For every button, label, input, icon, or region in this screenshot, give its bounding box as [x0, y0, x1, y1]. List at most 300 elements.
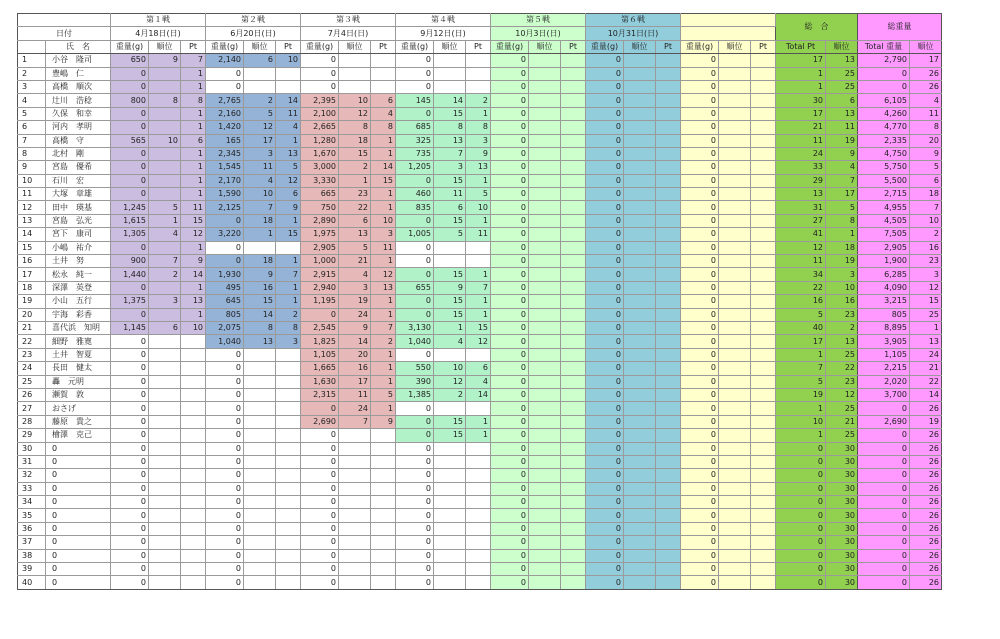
- round-7-rank: [719, 308, 751, 321]
- total-rank: 19: [826, 134, 858, 147]
- round-7-rank: [719, 295, 751, 308]
- round-6-rank: [624, 362, 656, 375]
- round-1-rank: [149, 121, 181, 134]
- round-7-pt: [751, 482, 776, 495]
- row-number: 15: [18, 241, 46, 254]
- round-4-weight: 0: [396, 80, 434, 93]
- round-6-weight: 0: [586, 388, 624, 401]
- pt-header-3: Pt: [371, 40, 396, 53]
- round-7-rank: [719, 121, 751, 134]
- round-1-weight: 0: [111, 563, 149, 576]
- total-rank: 30: [826, 496, 858, 509]
- round-7-weight: 0: [681, 255, 719, 268]
- round-6-weight: 0: [586, 348, 624, 361]
- round-1-weight: 0: [111, 429, 149, 442]
- round-3-pt: 15: [371, 174, 396, 187]
- total-rank: 30: [826, 442, 858, 455]
- round-1-rank: [149, 576, 181, 589]
- table-row: [18, 375, 942, 388]
- round-2-weight: 0: [206, 442, 244, 455]
- round-1-rank: [149, 415, 181, 428]
- round-2-weight: 165: [206, 134, 244, 147]
- round-1-rank: [149, 429, 181, 442]
- round-1-weight: 565: [111, 134, 149, 147]
- round-1-weight: 0: [111, 147, 149, 160]
- round-6-rank: [624, 455, 656, 468]
- round-1-rank: [149, 281, 181, 294]
- round-6-pt: [656, 536, 681, 549]
- round-3-pt: 5: [371, 388, 396, 401]
- round-6-weight: 0: [586, 94, 624, 107]
- round-3-rank: 7: [339, 415, 371, 428]
- total-weight: 0: [858, 563, 910, 576]
- round-7-pt: [751, 388, 776, 401]
- round-7-weight: 0: [681, 549, 719, 562]
- total-rank: 16: [826, 295, 858, 308]
- row-number: 26: [18, 388, 46, 401]
- total-pt: 0: [776, 536, 826, 549]
- round-1-pt: 1: [181, 174, 206, 187]
- total-weight-rank: 26: [910, 576, 942, 589]
- total-weight-rank: 26: [910, 509, 942, 522]
- round-6-rank: [624, 134, 656, 147]
- round-7-pt: [751, 496, 776, 509]
- round-3-rank: 20: [339, 348, 371, 361]
- round-7-weight: 0: [681, 188, 719, 201]
- round-4-weight: 0: [396, 268, 434, 281]
- round-2-weight: 1,545: [206, 161, 244, 174]
- round-5-weight: 0: [491, 482, 529, 495]
- round-6-weight: 0: [586, 563, 624, 576]
- total-weight-rank: 26: [910, 482, 942, 495]
- round-5-weight: 0: [491, 469, 529, 482]
- round-6-weight: 0: [586, 482, 624, 495]
- round-4-rank: [434, 549, 466, 562]
- round-4-weight: 1,205: [396, 161, 434, 174]
- round-6-rank: [624, 214, 656, 227]
- round-5-pt: [561, 147, 586, 160]
- round-2-weight: 2,125: [206, 201, 244, 214]
- round-7-pt: [751, 94, 776, 107]
- round-2-weight: 0: [206, 375, 244, 388]
- round-2-rank: [244, 509, 276, 522]
- table-row: [18, 509, 942, 522]
- round-title-5: 第５戦: [491, 14, 586, 27]
- round-4-pt: [466, 482, 491, 495]
- round-2-pt: [276, 388, 301, 401]
- round-4-weight: 390: [396, 375, 434, 388]
- round-6-rank: [624, 509, 656, 522]
- round-3-rank: 2: [339, 161, 371, 174]
- round-5-pt: [561, 563, 586, 576]
- total-pt: 17: [776, 107, 826, 120]
- round-3-pt: [371, 67, 396, 80]
- round-3-pt: 7: [371, 321, 396, 334]
- round-6-rank: [624, 295, 656, 308]
- round-7-weight: 0: [681, 161, 719, 174]
- weight-header-4: 重量(g): [396, 40, 434, 53]
- round-2-rank: [244, 375, 276, 388]
- round-3-pt: 1: [371, 134, 396, 147]
- round-6-weight: 0: [586, 295, 624, 308]
- round-4-weight: 325: [396, 134, 434, 147]
- total-pt: 0: [776, 442, 826, 455]
- round-7-rank: [719, 469, 751, 482]
- round-7-weight: 0: [681, 442, 719, 455]
- round-1-rank: [149, 362, 181, 375]
- round-3-weight: 0: [301, 536, 339, 549]
- total-pt: 34: [776, 268, 826, 281]
- round-4-pt: 1: [466, 107, 491, 120]
- round-2-weight: 0: [206, 522, 244, 535]
- round-3-weight: 0: [301, 80, 339, 93]
- round-4-pt: 1: [466, 429, 491, 442]
- round-1-rank: [149, 388, 181, 401]
- total-pt: 0: [776, 469, 826, 482]
- round-5-rank: [529, 67, 561, 80]
- total-pt: 40: [776, 321, 826, 334]
- round-1-rank: 2: [149, 268, 181, 281]
- round-6-pt: [656, 174, 681, 187]
- round-4-weight: 0: [396, 576, 434, 589]
- round-6-rank: [624, 415, 656, 428]
- round-3-rank: [339, 455, 371, 468]
- table-row: [18, 134, 942, 147]
- round-1-pt: [181, 482, 206, 495]
- player-name: 0: [46, 482, 111, 495]
- pt-header-5: Pt: [561, 40, 586, 53]
- total-weight: 4,770: [858, 121, 910, 134]
- round-6-pt: [656, 362, 681, 375]
- round-2-pt: 14: [276, 94, 301, 107]
- round-6-weight: 0: [586, 442, 624, 455]
- round-7-pt: [751, 80, 776, 93]
- round-3-rank: [339, 549, 371, 562]
- round-5-weight: 0: [491, 442, 529, 455]
- round-5-weight: 0: [491, 281, 529, 294]
- round-3-pt: [371, 522, 396, 535]
- total-weight: 0: [858, 429, 910, 442]
- round-7-weight: 0: [681, 228, 719, 241]
- round-6-weight: 0: [586, 80, 624, 93]
- round-1-weight: 0: [111, 107, 149, 120]
- round-3-weight: 2,940: [301, 281, 339, 294]
- round-7-weight: 0: [681, 147, 719, 160]
- standings-table: [17, 13, 942, 590]
- round-4-weight: 0: [396, 522, 434, 535]
- total-rank: 23: [826, 375, 858, 388]
- total-weight-rank: 7: [910, 201, 942, 214]
- round-5-rank: [529, 295, 561, 308]
- round-3-rank: [339, 482, 371, 495]
- round-5-weight: 0: [491, 268, 529, 281]
- round-5-pt: [561, 375, 586, 388]
- round-4-pt: [466, 536, 491, 549]
- round-7-pt: [751, 522, 776, 535]
- table-row: [18, 348, 942, 361]
- total-pt: 13: [776, 188, 826, 201]
- row-number: 11: [18, 188, 46, 201]
- total-weight-rank: 10: [910, 214, 942, 227]
- round-1-pt: [181, 536, 206, 549]
- round-4-rank: 4: [434, 335, 466, 348]
- round-5-rank: [529, 402, 561, 415]
- total-weight-rank: 26: [910, 469, 942, 482]
- round-4-weight: 0: [396, 174, 434, 187]
- total-rank: 30: [826, 482, 858, 495]
- total-weight-rank: 19: [910, 415, 942, 428]
- round-7-rank: [719, 375, 751, 388]
- round-3-pt: [371, 549, 396, 562]
- round-2-rank: [244, 496, 276, 509]
- round-4-weight: 0: [396, 469, 434, 482]
- round-2-weight: 2,170: [206, 174, 244, 187]
- round-7-weight: 0: [681, 241, 719, 254]
- round-3-weight: 750: [301, 201, 339, 214]
- round-7-pt: [751, 308, 776, 321]
- row-number: 4: [18, 94, 46, 107]
- row-number: 10: [18, 174, 46, 187]
- round-title-3: 第３戦: [301, 14, 396, 27]
- round-1-rank: [149, 161, 181, 174]
- round-5-weight: 0: [491, 496, 529, 509]
- round-7-weight: 0: [681, 107, 719, 120]
- round-title-7: [681, 14, 776, 27]
- total-rank: 2: [826, 321, 858, 334]
- round-3-weight: 2,905: [301, 241, 339, 254]
- total-weight: 0: [858, 549, 910, 562]
- round-5-weight: 0: [491, 402, 529, 415]
- round-1-pt: 11: [181, 201, 206, 214]
- total-weight: 0: [858, 576, 910, 589]
- round-5-rank: [529, 429, 561, 442]
- player-name: 松永 純一: [46, 268, 111, 281]
- round-6-rank: [624, 201, 656, 214]
- round-2-pt: 2: [276, 308, 301, 321]
- round-4-pt: [466, 80, 491, 93]
- round-date-7: [681, 27, 776, 40]
- round-2-pt: [276, 442, 301, 455]
- round-6-rank: [624, 228, 656, 241]
- round-3-rank: [339, 429, 371, 442]
- round-2-rank: [244, 415, 276, 428]
- player-name: 高橋 順次: [46, 80, 111, 93]
- round-5-weight: 0: [491, 161, 529, 174]
- row-number: 29: [18, 429, 46, 442]
- round-3-pt: 1: [371, 308, 396, 321]
- round-1-weight: 0: [111, 402, 149, 415]
- round-4-pt: 9: [466, 147, 491, 160]
- total-pt: 5: [776, 375, 826, 388]
- round-4-weight: 0: [396, 563, 434, 576]
- round-3-weight: 1,975: [301, 228, 339, 241]
- table-row: [18, 335, 942, 348]
- total-weight-rank: 21: [910, 362, 942, 375]
- round-7-weight: 0: [681, 509, 719, 522]
- round-4-rank: 15: [434, 214, 466, 227]
- round-3-weight: 0: [301, 469, 339, 482]
- round-3-pt: 1: [371, 201, 396, 214]
- round-6-rank: [624, 496, 656, 509]
- rank-header-1: 順位: [149, 40, 181, 53]
- total-rank: 25: [826, 402, 858, 415]
- round-6-weight: 0: [586, 67, 624, 80]
- round-4-rank: [434, 402, 466, 415]
- round-7-weight: 0: [681, 121, 719, 134]
- round-3-pt: 8: [371, 121, 396, 134]
- round-7-pt: [751, 134, 776, 147]
- total-weight-rank: 23: [910, 255, 942, 268]
- round-1-rank: [149, 522, 181, 535]
- round-1-rank: [149, 482, 181, 495]
- round-2-weight: 0: [206, 388, 244, 401]
- total-rank: 22: [826, 362, 858, 375]
- round-3-weight: 0: [301, 522, 339, 535]
- row-number: 14: [18, 228, 46, 241]
- total-rank: 30: [826, 549, 858, 562]
- round-1-weight: 0: [111, 121, 149, 134]
- table-row: [18, 67, 942, 80]
- total-rank: 8: [826, 214, 858, 227]
- round-5-rank: [529, 522, 561, 535]
- round-5-pt: [561, 94, 586, 107]
- round-1-weight: 1,305: [111, 228, 149, 241]
- row-number: 1: [18, 54, 46, 67]
- rank-header-5: 順位: [529, 40, 561, 53]
- total-rank: 18: [826, 241, 858, 254]
- round-1-pt: [181, 348, 206, 361]
- round-3-rank: 11: [339, 388, 371, 401]
- total-weight: 3,215: [858, 295, 910, 308]
- round-3-pt: 9: [371, 415, 396, 428]
- round-4-rank: [434, 80, 466, 93]
- round-5-weight: 0: [491, 348, 529, 361]
- round-2-weight: 0: [206, 563, 244, 576]
- round-2-rank: 18: [244, 255, 276, 268]
- total-weight-rank: 26: [910, 536, 942, 549]
- round-2-weight: 1,590: [206, 188, 244, 201]
- round-3-weight: 1,105: [301, 348, 339, 361]
- round-6-rank: [624, 482, 656, 495]
- round-2-weight: 0: [206, 469, 244, 482]
- round-5-pt: [561, 362, 586, 375]
- round-6-weight: 0: [586, 121, 624, 134]
- player-name: 瀬賀 敦: [46, 388, 111, 401]
- round-5-pt: [561, 335, 586, 348]
- round-7-rank: [719, 268, 751, 281]
- round-4-weight: 0: [396, 482, 434, 495]
- round-4-rank: 15: [434, 308, 466, 321]
- round-4-pt: [466, 402, 491, 415]
- round-6-rank: [624, 67, 656, 80]
- round-5-rank: [529, 496, 561, 509]
- round-1-weight: 0: [111, 509, 149, 522]
- round-4-rank: 14: [434, 94, 466, 107]
- round-4-rank: 15: [434, 429, 466, 442]
- total-pt: 41: [776, 228, 826, 241]
- player-name: 0: [46, 469, 111, 482]
- round-1-weight: 0: [111, 335, 149, 348]
- round-2-rank: [244, 536, 276, 549]
- row-number: 23: [18, 348, 46, 361]
- round-6-rank: [624, 107, 656, 120]
- round-7-rank: [719, 455, 751, 468]
- round-1-rank: [149, 549, 181, 562]
- total-rank: 19: [826, 255, 858, 268]
- round-6-rank: [624, 321, 656, 334]
- rank-header-6: 順位: [624, 40, 656, 53]
- round-5-weight: 0: [491, 335, 529, 348]
- total-pt: 24: [776, 147, 826, 160]
- row-number: 40: [18, 576, 46, 589]
- round-3-rank: 10: [339, 94, 371, 107]
- round-3-rank: [339, 80, 371, 93]
- round-5-pt: [561, 469, 586, 482]
- rank-header-2: 順位: [244, 40, 276, 53]
- round-4-weight: 0: [396, 241, 434, 254]
- round-4-pt: [466, 67, 491, 80]
- total-pt: 5: [776, 308, 826, 321]
- round-7-weight: 0: [681, 174, 719, 187]
- row-number: 24: [18, 362, 46, 375]
- round-4-weight: 460: [396, 188, 434, 201]
- round-4-rank: [434, 482, 466, 495]
- round-1-pt: 13: [181, 295, 206, 308]
- round-1-rank: [149, 147, 181, 160]
- round-date-6: 10月31日(日): [586, 27, 681, 40]
- round-5-rank: [529, 362, 561, 375]
- round-3-rank: 12: [339, 107, 371, 120]
- round-6-pt: [656, 402, 681, 415]
- round-1-weight: 0: [111, 455, 149, 468]
- row-number: 8: [18, 147, 46, 160]
- total-weight: 1,900: [858, 255, 910, 268]
- round-3-rank: 15: [339, 147, 371, 160]
- total-weight: 1,105: [858, 348, 910, 361]
- row-number: 22: [18, 335, 46, 348]
- round-1-weight: 0: [111, 496, 149, 509]
- round-3-pt: 1: [371, 147, 396, 160]
- row-number: 28: [18, 415, 46, 428]
- round-2-weight: 0: [206, 429, 244, 442]
- total-weight-rank: 20: [910, 134, 942, 147]
- round-1-weight: 0: [111, 522, 149, 535]
- round-6-pt: [656, 496, 681, 509]
- round-7-pt: [751, 214, 776, 227]
- round-1-rank: 6: [149, 321, 181, 334]
- round-1-rank: [149, 335, 181, 348]
- player-name: おさげ: [46, 402, 111, 415]
- round-7-weight: 0: [681, 295, 719, 308]
- round-3-weight: 2,915: [301, 268, 339, 281]
- round-2-weight: 2,765: [206, 94, 244, 107]
- round-7-weight: 0: [681, 536, 719, 549]
- round-3-pt: 1: [371, 188, 396, 201]
- total-weight-rank: 26: [910, 402, 942, 415]
- round-2-rank: [244, 388, 276, 401]
- row-number: 18: [18, 281, 46, 294]
- round-2-rank: [244, 429, 276, 442]
- round-7-pt: [751, 107, 776, 120]
- table-row: [18, 80, 942, 93]
- round-2-rank: [244, 402, 276, 415]
- total-rank: 7: [826, 174, 858, 187]
- round-5-pt: [561, 388, 586, 401]
- round-5-rank: [529, 375, 561, 388]
- row-number: 39: [18, 563, 46, 576]
- round-3-rank: [339, 54, 371, 67]
- round-2-pt: 12: [276, 174, 301, 187]
